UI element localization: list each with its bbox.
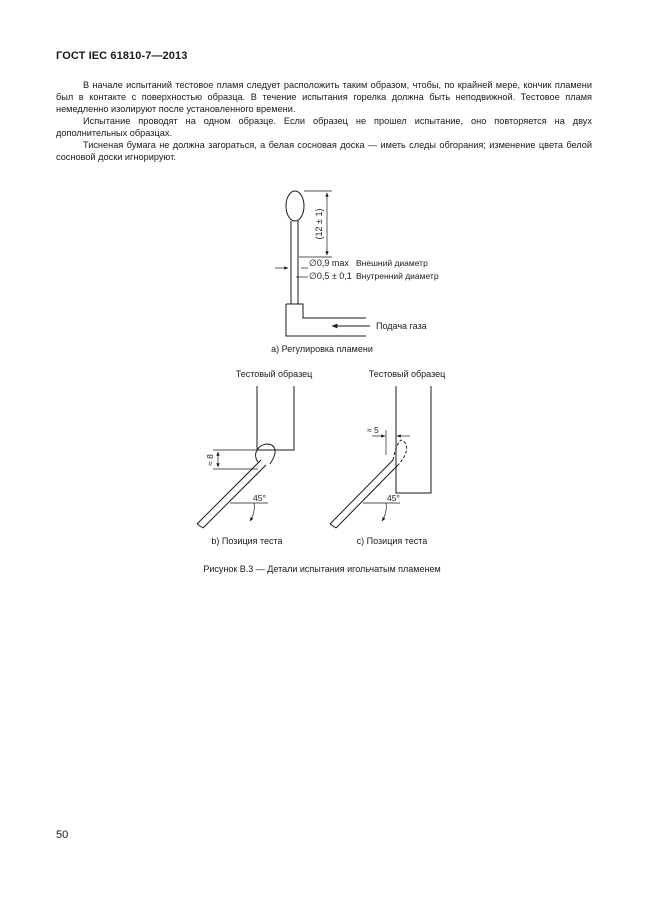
specimen-label-b: Тестовый образец xyxy=(235,369,313,379)
angle-label-b: 45° xyxy=(253,493,266,503)
angle-arc-b xyxy=(250,503,254,521)
outer-diameter-value: ∅0,9 max xyxy=(309,258,349,268)
burner-needle-c-end xyxy=(330,524,336,528)
test-specimen-b xyxy=(257,386,294,450)
dim-label-c: ≈ 5 xyxy=(367,425,379,435)
inner-diameter-label: Внутренний диаметр xyxy=(356,271,439,281)
inner-diameter-value: ∅0,5 ± 0,1 xyxy=(309,271,352,281)
page-number: 50 xyxy=(56,829,69,841)
test-specimen-c xyxy=(396,386,431,493)
document-header: ГОСТ IEC 61810-7—2013 xyxy=(56,50,188,62)
caption-b: b) Позиция теста xyxy=(211,536,283,546)
caption-c: с) Позиция теста xyxy=(356,536,428,546)
flame-b xyxy=(256,444,275,464)
figure-caption: Рисунок В.3 — Детали испытания игольчатым пламенем xyxy=(203,564,441,574)
angle-label-c: 45° xyxy=(387,493,400,503)
paragraph-1: В начале испытаний тестовое пламя следует расположить таким образом, чтобы, по крайней мере, кончик пламени был в контакте с поверхностью образца. В течение испытания горелка должна быть неподвижной. Тестовое пламя немедленно изолируют после установленного времени. xyxy=(56,80,592,114)
paragraph-3: Тисненая бумага не должна загораться, а белая сосновая доска — иметь следы обгорания; изменение цвета белой сосновой доски игнорируют. xyxy=(56,140,592,162)
dim-length-label: (12 ± 1) xyxy=(314,208,324,240)
burner-needle-b-end xyxy=(197,524,203,528)
flame-c xyxy=(393,440,407,465)
caption-a: а) Регулировка пламени xyxy=(271,344,373,354)
specimen-label-c: Тестовый образец xyxy=(368,369,446,379)
angle-arc-c xyxy=(382,503,386,521)
dim-label-b: ≈ 8 xyxy=(205,454,215,466)
gas-supply-label: Подача газа xyxy=(376,321,427,331)
figure-part-c xyxy=(330,386,431,528)
burner-body xyxy=(286,304,366,336)
paragraph-2: Испытание проводят на одном образце. Если образец не прошел испытание, оно повторяется на двух дополнительных образцах. xyxy=(56,116,592,138)
outer-diameter-label: Внешний диаметр xyxy=(356,258,428,268)
flame-shape xyxy=(286,191,304,221)
